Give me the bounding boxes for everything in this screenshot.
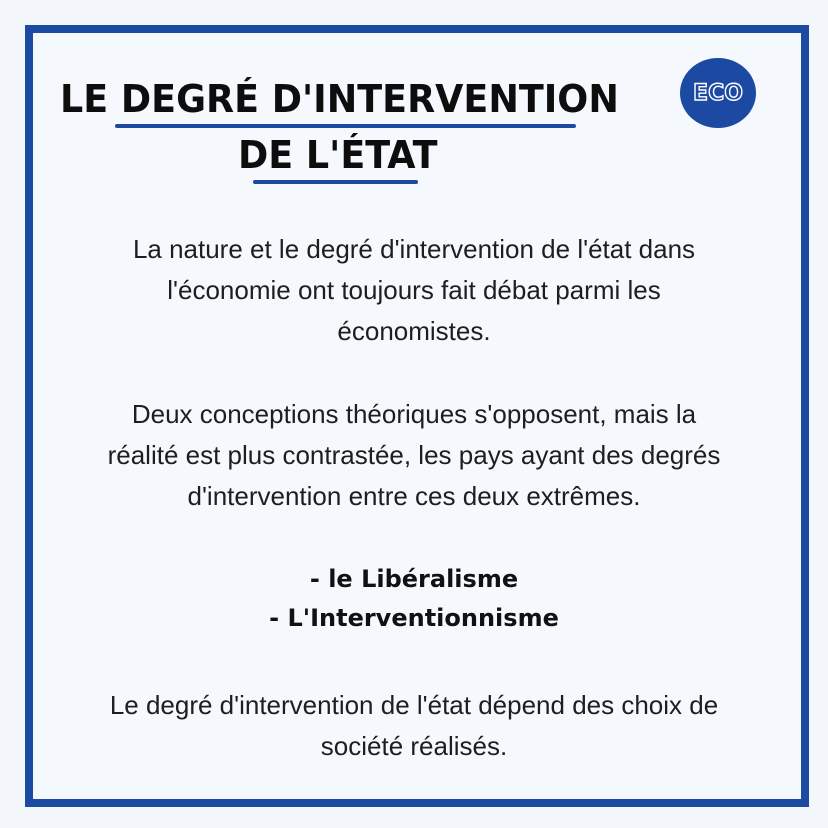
- paragraph-intro: [50, 229, 778, 352]
- title-underline-1: [115, 124, 576, 128]
- list-item-interventionnisme: - L'Interventionnisme: [269, 604, 559, 632]
- eco-badge-label: ECO: [693, 80, 743, 106]
- paragraph-intro-line: l'économie ont toujours fait débat parmi les: [167, 275, 661, 305]
- title-underline-2: [253, 180, 418, 184]
- eco-badge: [680, 58, 756, 128]
- paragraph-conceptions-line: Deux conceptions théoriques s'opposent, mais la: [131, 399, 697, 429]
- paragraph-conceptions: [50, 394, 778, 517]
- title-line-2: DE L'ÉTAT: [238, 133, 438, 177]
- paragraph-intro-line: économistes.: [337, 316, 491, 346]
- list-item-liberalisme: - le Libéralisme: [309, 565, 519, 593]
- paragraph-conceptions-line: d'intervention entre ces deux extrêmes.: [187, 481, 641, 511]
- paragraph-conceptions-line: réalité est plus contrastée, les pays ayant des degrés: [107, 440, 721, 470]
- doctrine-list: [50, 560, 778, 638]
- title-line-1: LE DEGRÉ D'INTERVENTION: [60, 77, 619, 121]
- paragraph-conclusion-line: Le degré d'intervention de l'état dépend des choix de: [109, 690, 719, 720]
- paragraph-conclusion: [50, 685, 778, 767]
- paragraph-intro-line: La nature et le degré d'intervention de l'état dans: [132, 234, 696, 264]
- paragraph-conclusion-line: société réalisés.: [320, 731, 508, 761]
